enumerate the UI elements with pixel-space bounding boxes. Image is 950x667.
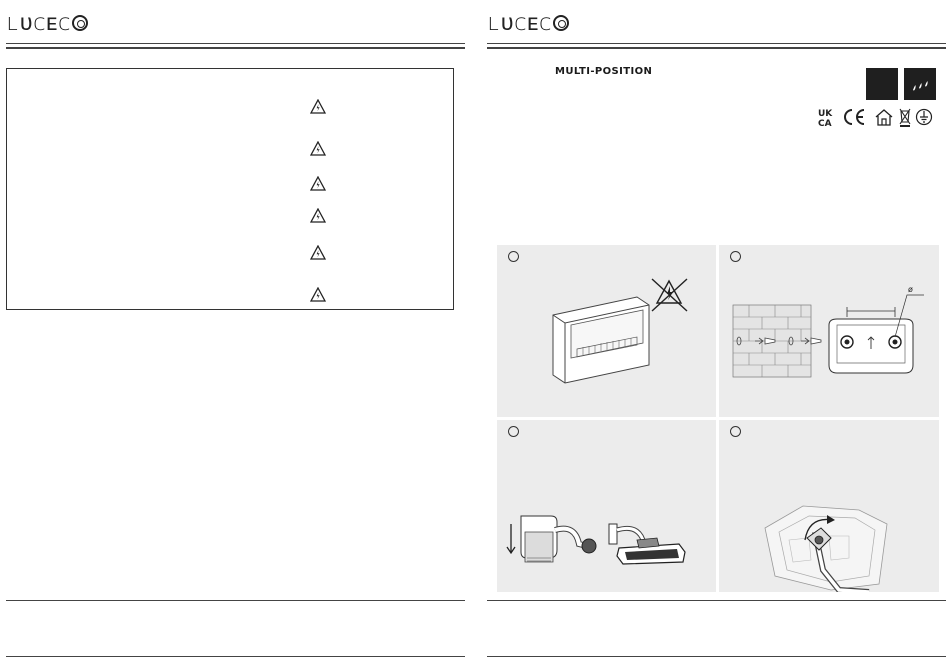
figure-panel-2 [719, 245, 939, 417]
svg-text:UK: UK [818, 109, 833, 119]
arm-attachment-illustration [497, 420, 716, 592]
brand-logo-mark [553, 15, 569, 31]
footer-rule-top [487, 600, 946, 601]
high-voltage-warning-icon [310, 99, 326, 114]
arm-rotation-illustration [719, 420, 939, 592]
warnings-box [6, 68, 454, 310]
brand-logo [6, 9, 88, 36]
footer-rule-bottom [6, 656, 465, 657]
figure-panel-4 [719, 420, 939, 592]
earth-icon [915, 107, 933, 127]
high-voltage-warning-icon [310, 287, 326, 302]
ukca-mark-icon [818, 107, 836, 127]
header-rule-thick [487, 47, 946, 49]
footer-rule-top [6, 600, 465, 601]
high-voltage-warning-icon [310, 141, 326, 156]
consumer-unit-illustration [497, 245, 716, 417]
header-rule-thick [6, 47, 465, 49]
ce-mark-icon [842, 107, 866, 127]
dust-protection-icon [866, 68, 898, 100]
right-page [475, 0, 950, 667]
figure-panel-3 [497, 420, 716, 592]
indoor-use-icon [874, 107, 894, 127]
header-rule-thin [6, 43, 465, 44]
brand-logo-mark [72, 15, 88, 31]
dimension-symbol: ø [908, 285, 913, 294]
wall-fixing-illustration [719, 245, 939, 417]
svg-text:CA: CA [818, 119, 832, 127]
high-voltage-warning-icon [310, 176, 326, 191]
brand-logo-text: ʟᴜᴄᴇᴄ [6, 10, 72, 36]
weee-bin-icon [898, 107, 912, 127]
footer-rule-bottom [487, 656, 946, 657]
high-voltage-warning-icon [310, 245, 326, 260]
high-voltage-warning-icon [310, 208, 326, 223]
brand-logo [487, 9, 569, 36]
header-rule-thin [487, 43, 946, 44]
brand-logo-text: ʟᴜᴄᴇᴄ [487, 10, 553, 36]
figure-panel-1 [497, 245, 716, 417]
water-droplets-icon [904, 68, 936, 100]
product-title: MULTI-POSITION [555, 66, 653, 77]
